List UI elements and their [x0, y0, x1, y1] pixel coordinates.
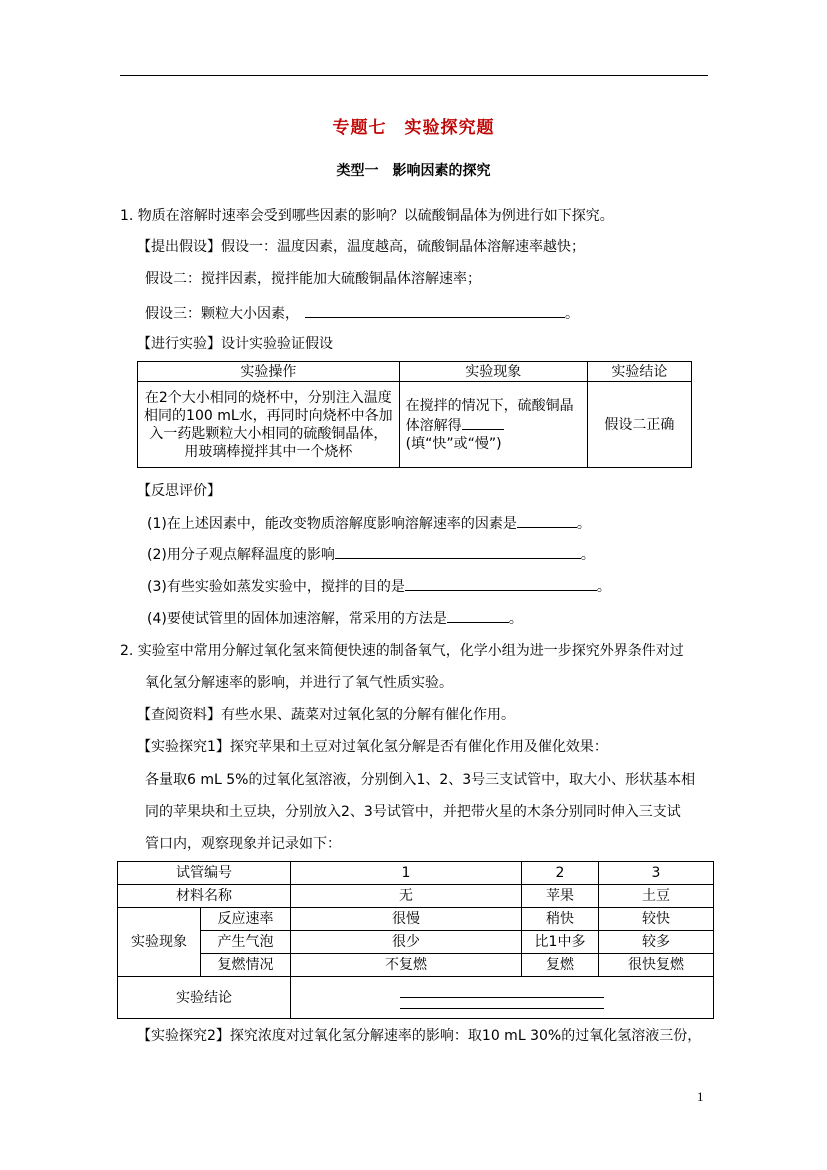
table-cell: 比1中多 — [522, 931, 599, 954]
hypothesis-3-text: 假设三：颗粒大小因素， — [145, 306, 299, 322]
answer-blank[interactable] — [462, 415, 504, 430]
answer-blank[interactable] — [400, 987, 604, 998]
period: 。 — [580, 547, 595, 563]
period: 。 — [508, 611, 523, 627]
answer-blank[interactable] — [305, 303, 565, 318]
exp1-label: 【实验探究1】 — [137, 739, 230, 755]
answer-blank[interactable] — [400, 998, 604, 1009]
reflection-4-text: (4)要使试管里的固体加速溶解，常采用的方法是 — [147, 611, 447, 627]
reference-text: 有些水果、蔬菜对过氧化氢的分解有催化作用。 — [221, 707, 515, 723]
q1-stem: 1. 物质在溶解时速率会受到哪些因素的影响？以硫酸铜晶体为例进行如下探究。 — [120, 208, 614, 224]
reference-label: 【查阅资料】 — [137, 707, 221, 723]
q2-stem-line-1: 2. 实验室中常用分解过氧化氢来简便快速的制备氧气，化学小组为进一步探究外界条件对过 — [120, 643, 684, 659]
table-row-label: 复燃情况 — [201, 954, 291, 977]
reflection-3-text: (3)有些实验如蒸发实验中，搅拌的目的是 — [147, 579, 405, 595]
answer-blank[interactable] — [335, 544, 581, 559]
q1-reflection-1 — [147, 513, 591, 533]
reflection-2-text: (2)用分子观点解释温度的影响 — [147, 547, 335, 563]
table-cell: 1 — [291, 862, 522, 885]
table-cell: 较多 — [599, 931, 714, 954]
experiment-text: 设计实验验证假设 — [221, 336, 333, 352]
section-subtitle: 类型一 影响因素的探究 — [336, 163, 491, 179]
q2-exp2-intro — [137, 1027, 701, 1045]
phenomenon-hint: (填“快”或“慢”) — [405, 435, 502, 452]
q2-exp1-line-1: 各量取6 mL 5%的过氧化氢溶液，分别倒入1、2、3号三支试管中，取大小、形状基本相 — [145, 772, 696, 788]
q1-hypothesis-2: 假设二：搅拌因素，搅拌能加大硫酸铜晶体溶解速率； — [145, 271, 481, 287]
table-header: 实验结论 — [587, 362, 691, 382]
q1-experiment-intro — [137, 335, 333, 353]
q1-hypothesis-3 — [145, 303, 579, 323]
experiment-label: 【进行实验】 — [137, 336, 221, 352]
answer-blank[interactable] — [517, 513, 577, 528]
exp1-text: 探究苹果和土豆对过氧化氢分解是否有催化作用及催化效果： — [229, 739, 608, 755]
answer-blank[interactable] — [405, 576, 597, 591]
reflection-1-text: (1)在上述因素中，能改变物质溶解度影响溶解速率的因素是 — [147, 516, 517, 532]
hypothesis-1-text: 假设一：温度因素，温度越高，硫酸铜晶体溶解速率越快； — [221, 239, 585, 255]
table-header: 实验现象 — [399, 362, 587, 382]
table-header: 材料名称 — [118, 885, 291, 908]
page-number: 1 — [697, 1089, 704, 1104]
q1-hypothesis-1 — [137, 238, 585, 256]
answer-blank[interactable] — [447, 608, 509, 623]
period: 。 — [565, 306, 579, 322]
table-cell-phenomenon — [399, 382, 587, 468]
exp2-text: 探究浓度对过氧化氢分解速率的影响：取10 mL 30%的过氧化氢溶液三份， — [229, 1028, 702, 1044]
table-row-label: 产生气泡 — [201, 931, 291, 954]
q2-stem-line-2: 氧化氢分解速率的影响，并进行了氧气性质实验。 — [145, 675, 453, 691]
table-cell-operation: 在2个大小相同的烧杯中，分别注入温度相同的100 mL水，再同时向烧杯中各加入一药匙颗粒大小相同的硫酸铜晶体，用玻璃棒搅拌其中一个烧杯 — [138, 382, 400, 468]
phenomenon-text: 在搅拌的情况下，硫酸铜晶体溶解得 — [405, 397, 574, 434]
table-header: 实验操作 — [138, 362, 400, 382]
q1-reflection-4 — [147, 608, 523, 628]
conclusion-answer-cell[interactable] — [291, 977, 714, 1019]
table-cell: 较快 — [599, 908, 714, 931]
table-cell: 稍快 — [522, 908, 599, 931]
table-header: 实验结论 — [118, 977, 291, 1019]
table-cell: 很快复燃 — [599, 954, 714, 977]
table-row-label: 反应速率 — [201, 908, 291, 931]
table-cell: 不复燃 — [291, 954, 522, 977]
q1-reflection-3 — [147, 576, 611, 596]
table-header: 试管编号 — [118, 862, 291, 885]
q2-exp1-line-3: 管口内，观察现象并记录如下： — [145, 836, 341, 852]
table-cell: 很少 — [291, 931, 522, 954]
q1-experiment-table — [137, 361, 692, 468]
table-cell-conclusion: 假设二正确 — [587, 382, 691, 468]
q2-results-table — [117, 861, 714, 1019]
table-header: 实验现象 — [118, 908, 201, 977]
exp2-label: 【实验探究2】 — [137, 1028, 230, 1044]
table-cell: 复燃 — [522, 954, 599, 977]
table-cell: 苹果 — [522, 885, 599, 908]
table-cell: 3 — [599, 862, 714, 885]
header-rule — [120, 75, 708, 76]
q2-exp1-line-2: 同的苹果块和土豆块，分别放入2、3号试管中，并把带火星的木条分别同时伸入三支试 — [145, 804, 681, 820]
table-cell: 2 — [522, 862, 599, 885]
table-cell: 无 — [291, 885, 522, 908]
table-cell: 土豆 — [599, 885, 714, 908]
q2-exp1-intro — [137, 738, 608, 756]
q2-reference — [137, 706, 515, 724]
hypothesis-label: 【提出假设】 — [137, 239, 221, 255]
period: 。 — [576, 516, 591, 532]
period: 。 — [596, 579, 611, 595]
page-title: 专题七 实验探究题 — [332, 118, 495, 138]
q1-reflection-label: 【反思评价】 — [137, 483, 221, 499]
q1-reflection-2 — [147, 544, 595, 564]
table-cell: 很慢 — [291, 908, 522, 931]
